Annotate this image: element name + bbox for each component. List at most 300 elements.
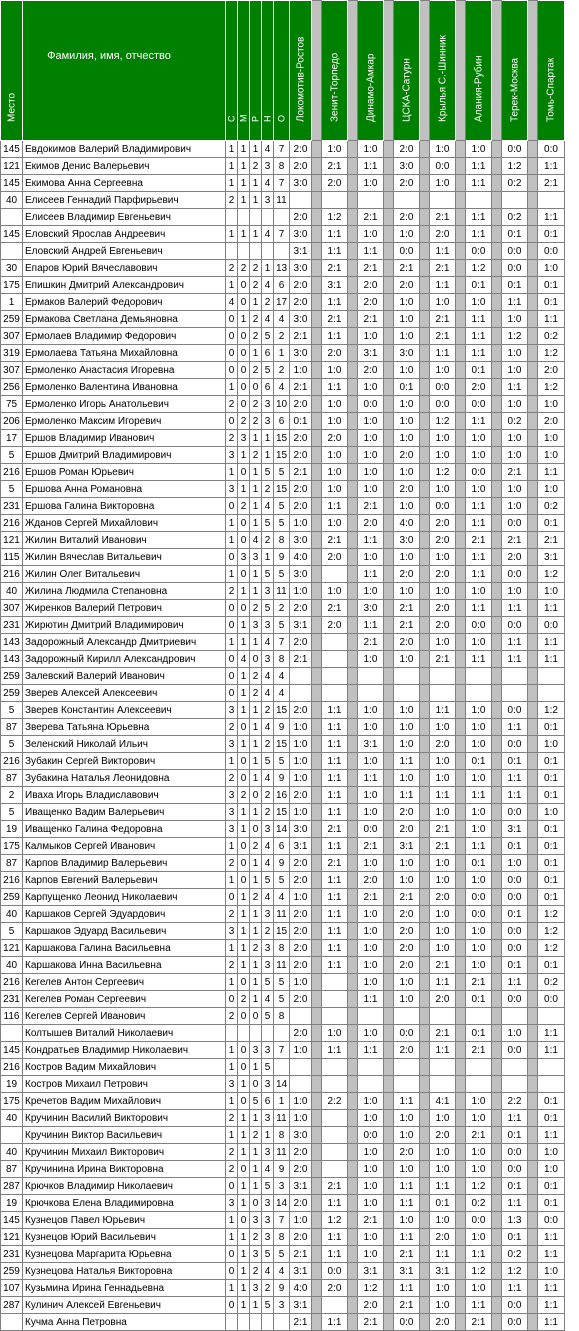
separator-cell bbox=[384, 1314, 394, 1331]
score-cell: 2:0 bbox=[358, 1297, 384, 1314]
stat-cell: 5 bbox=[262, 566, 274, 583]
stat-cell: 1 bbox=[262, 430, 274, 447]
table-row bbox=[1, 838, 565, 855]
score-cell: 2:0 bbox=[322, 617, 348, 634]
separator-cell bbox=[456, 515, 466, 532]
separator-cell bbox=[456, 685, 466, 702]
score-cell: 0:1 bbox=[538, 889, 565, 906]
stat-cell: 0 bbox=[238, 872, 250, 889]
separator-cell bbox=[312, 294, 322, 311]
stat-cell: 8 bbox=[274, 532, 290, 549]
score-cell: 0:1 bbox=[502, 906, 528, 923]
separator-cell bbox=[492, 1042, 502, 1059]
stat-cell: 5 bbox=[274, 617, 290, 634]
score-cell bbox=[322, 1127, 348, 1144]
place-cell: 5 bbox=[1, 481, 23, 498]
score-cell: 1:0 bbox=[358, 855, 384, 872]
separator-cell bbox=[420, 566, 430, 583]
stat-cell: 2 bbox=[238, 991, 250, 1008]
place-cell: 143 bbox=[1, 651, 23, 668]
separator-cell bbox=[312, 1127, 322, 1144]
score-cell bbox=[322, 634, 348, 651]
header-place: Место bbox=[1, 1, 23, 141]
score-cell: 1:0 bbox=[322, 396, 348, 413]
separator-cell bbox=[456, 719, 466, 736]
stat-cell: 2 bbox=[250, 889, 262, 906]
stat-cell: 2 bbox=[226, 430, 238, 447]
separator-cell bbox=[312, 141, 322, 158]
score-cell: 0:0 bbox=[430, 379, 456, 396]
score-cell bbox=[394, 1076, 420, 1093]
name-cell: Зеленский Николай Ильич bbox=[23, 736, 226, 753]
separator-cell bbox=[492, 1212, 502, 1229]
separator-cell bbox=[528, 1161, 538, 1178]
name-cell: Кручинин Михаил Викторович bbox=[23, 1144, 226, 1161]
stat-cell: 9 bbox=[274, 770, 290, 787]
stat-cell: 1 bbox=[238, 1110, 250, 1127]
separator-cell bbox=[456, 1246, 466, 1263]
score-cell: 2:0 bbox=[538, 362, 565, 379]
table-row bbox=[1, 1110, 565, 1127]
score-cell bbox=[394, 1008, 420, 1025]
separator-cell bbox=[348, 1110, 358, 1127]
stat-cell: 2 bbox=[238, 498, 250, 515]
stat-cell: 9 bbox=[274, 1161, 290, 1178]
score-cell: 0:1 bbox=[538, 1178, 565, 1195]
score-cell: 2:1 bbox=[322, 260, 348, 277]
score-cell: 2:0 bbox=[290, 1195, 312, 1212]
place-cell bbox=[1, 1127, 23, 1144]
separator-cell bbox=[528, 1110, 538, 1127]
separator-cell bbox=[420, 1195, 430, 1212]
score-cell: 3:0 bbox=[358, 600, 384, 617]
separator-cell bbox=[312, 192, 322, 209]
separator-cell bbox=[384, 1008, 394, 1025]
stat-cell: 0 bbox=[238, 328, 250, 345]
place-cell: 307 bbox=[1, 362, 23, 379]
score-cell: 1:0 bbox=[290, 719, 312, 736]
stat-cell bbox=[274, 1059, 290, 1076]
stat-cell: 4 bbox=[262, 719, 274, 736]
separator-cell bbox=[456, 1127, 466, 1144]
separator-cell bbox=[384, 1076, 394, 1093]
separator-cell bbox=[456, 566, 466, 583]
stat-cell bbox=[238, 243, 250, 260]
score-cell: 1:3 bbox=[502, 1212, 528, 1229]
stat-cell: 1 bbox=[226, 379, 238, 396]
separator-cell bbox=[312, 617, 322, 634]
score-cell: 1:1 bbox=[322, 1042, 348, 1059]
place-cell: 121 bbox=[1, 1229, 23, 1246]
separator-cell bbox=[348, 940, 358, 957]
separator-cell bbox=[348, 277, 358, 294]
separator-cell bbox=[528, 685, 538, 702]
score-cell: 1:1 bbox=[358, 991, 384, 1008]
score-cell bbox=[322, 1144, 348, 1161]
score-cell: 1:1 bbox=[430, 974, 456, 991]
score-cell: 0:1 bbox=[538, 821, 565, 838]
separator-cell bbox=[384, 1093, 394, 1110]
separator-cell bbox=[384, 821, 394, 838]
score-cell: 1:0 bbox=[358, 1110, 384, 1127]
separator-cell bbox=[492, 294, 502, 311]
separator-cell bbox=[312, 600, 322, 617]
stat-cell bbox=[274, 209, 290, 226]
score-cell bbox=[538, 192, 565, 209]
place-cell bbox=[1, 1314, 23, 1331]
score-cell: 1:0 bbox=[394, 991, 420, 1008]
separator-cell bbox=[348, 1127, 358, 1144]
score-cell: 3:0 bbox=[394, 532, 420, 549]
stat-cell: 3 bbox=[226, 736, 238, 753]
stat-cell: 7 bbox=[274, 1212, 290, 1229]
score-cell: 1:0 bbox=[290, 753, 312, 770]
stat-cell: 7 bbox=[274, 634, 290, 651]
stat-cell: 0 bbox=[238, 1008, 250, 1025]
stat-cell: 1 bbox=[238, 957, 250, 974]
separator-cell bbox=[528, 906, 538, 923]
stat-cell: 0 bbox=[238, 379, 250, 396]
separator-cell bbox=[312, 1042, 322, 1059]
separator-cell bbox=[312, 787, 322, 804]
separator-cell bbox=[312, 1178, 322, 1195]
separator-cell bbox=[492, 1195, 502, 1212]
score-cell: 1:1 bbox=[322, 770, 348, 787]
score-cell: 1:0 bbox=[466, 430, 492, 447]
score-cell: 1:0 bbox=[466, 1110, 492, 1127]
separator-cell bbox=[456, 974, 466, 991]
name-cell: Еловский Ярослав Андреевич bbox=[23, 226, 226, 243]
name-cell: Ермоленко Валентина Ивановна bbox=[23, 379, 226, 396]
table-row bbox=[1, 481, 565, 498]
separator-cell bbox=[348, 566, 358, 583]
score-cell: 2:1 bbox=[322, 600, 348, 617]
stat-cell: 1 bbox=[238, 906, 250, 923]
separator-cell bbox=[384, 362, 394, 379]
score-cell: 2:0 bbox=[290, 396, 312, 413]
score-cell bbox=[290, 192, 312, 209]
score-cell: 1:1 bbox=[538, 1246, 565, 1263]
separator-cell bbox=[492, 804, 502, 821]
separator-cell bbox=[420, 549, 430, 566]
score-cell: 0:1 bbox=[538, 787, 565, 804]
score-cell: 1:1 bbox=[466, 413, 492, 430]
stat-cell: 1 bbox=[250, 192, 262, 209]
score-cell: 0:0 bbox=[502, 617, 528, 634]
name-cell: Жирютин Дмитрий Владимирович bbox=[23, 617, 226, 634]
stat-cell: 4 bbox=[262, 311, 274, 328]
separator-cell bbox=[420, 311, 430, 328]
separator-cell bbox=[384, 651, 394, 668]
separator-cell bbox=[492, 1161, 502, 1178]
stat-cell: 3 bbox=[262, 1110, 274, 1127]
separator-cell bbox=[456, 192, 466, 209]
separator-cell bbox=[384, 889, 394, 906]
separator-cell bbox=[312, 226, 322, 243]
stat-cell: 3 bbox=[262, 583, 274, 600]
separator-cell bbox=[312, 362, 322, 379]
score-cell: 1:1 bbox=[322, 957, 348, 974]
score-cell: 1:0 bbox=[466, 583, 492, 600]
score-cell: 0:1 bbox=[502, 753, 528, 770]
score-cell bbox=[430, 685, 456, 702]
place-cell: 40 bbox=[1, 906, 23, 923]
score-cell: 2:0 bbox=[290, 498, 312, 515]
stat-cell: 5 bbox=[274, 464, 290, 481]
score-cell: 1:0 bbox=[538, 260, 565, 277]
stat-cell: 5 bbox=[262, 328, 274, 345]
separator-cell bbox=[456, 1059, 466, 1076]
separator-cell bbox=[384, 1178, 394, 1195]
separator-cell bbox=[492, 770, 502, 787]
stat-cell: 1 bbox=[250, 702, 262, 719]
score-cell: 1:0 bbox=[394, 1161, 420, 1178]
header-separator bbox=[528, 1, 538, 141]
separator-cell bbox=[312, 1059, 322, 1076]
separator-cell bbox=[348, 413, 358, 430]
stat-cell: 0 bbox=[238, 294, 250, 311]
separator-cell bbox=[348, 889, 358, 906]
place-cell bbox=[1, 1025, 23, 1042]
stat-cell: 1 bbox=[250, 974, 262, 991]
stat-cell: 1 bbox=[250, 515, 262, 532]
separator-cell bbox=[492, 1280, 502, 1297]
stat-cell: 1 bbox=[238, 192, 250, 209]
name-cell: Ермаков Валерий Федорович bbox=[23, 294, 226, 311]
separator-cell bbox=[384, 617, 394, 634]
score-cell: 1:0 bbox=[430, 1110, 456, 1127]
separator-cell bbox=[456, 1212, 466, 1229]
stat-cell bbox=[274, 1314, 290, 1331]
stat-cell: 2 bbox=[238, 787, 250, 804]
name-cell: Калмыков Сергей Иванович bbox=[23, 838, 226, 855]
stat-cell: 3 bbox=[262, 1144, 274, 1161]
header-separator bbox=[384, 1, 394, 141]
score-cell: 1:0 bbox=[430, 1212, 456, 1229]
score-cell: 1:1 bbox=[322, 379, 348, 396]
score-cell bbox=[502, 192, 528, 209]
stat-cell: 4 bbox=[262, 1161, 274, 1178]
separator-cell bbox=[384, 855, 394, 872]
score-cell bbox=[358, 192, 384, 209]
place-cell: 231 bbox=[1, 991, 23, 1008]
score-cell: 2:1 bbox=[538, 175, 565, 192]
stat-cell: 4 bbox=[274, 311, 290, 328]
score-cell: 0:2 bbox=[502, 209, 528, 226]
separator-cell bbox=[384, 141, 394, 158]
separator-cell bbox=[348, 345, 358, 362]
table-row bbox=[1, 1025, 565, 1042]
score-cell: 0:0 bbox=[502, 1161, 528, 1178]
stat-cell: 15 bbox=[274, 447, 290, 464]
stat-cell: 3 bbox=[250, 549, 262, 566]
separator-cell bbox=[348, 838, 358, 855]
score-cell: 2:0 bbox=[394, 566, 420, 583]
stat-cell: 15 bbox=[274, 481, 290, 498]
stat-cell: 5 bbox=[274, 753, 290, 770]
stat-cell: 2 bbox=[250, 158, 262, 175]
name-cell: Жилин Олег Витальевич bbox=[23, 566, 226, 583]
score-cell: 1:0 bbox=[502, 481, 528, 498]
separator-cell bbox=[420, 617, 430, 634]
place-cell: 216 bbox=[1, 974, 23, 991]
table-row bbox=[1, 515, 565, 532]
separator-cell bbox=[420, 787, 430, 804]
stat-cell: 8 bbox=[274, 158, 290, 175]
score-cell: 2:0 bbox=[430, 889, 456, 906]
score-cell: 1:1 bbox=[322, 1246, 348, 1263]
score-cell: 1:1 bbox=[322, 1314, 348, 1331]
score-cell bbox=[322, 685, 348, 702]
stat-cell: 3 bbox=[250, 1280, 262, 1297]
separator-cell bbox=[348, 294, 358, 311]
separator-cell bbox=[528, 838, 538, 855]
separator-cell bbox=[456, 889, 466, 906]
stat-cell: 2 bbox=[262, 702, 274, 719]
stat-cell: 1 bbox=[250, 957, 262, 974]
separator-cell bbox=[348, 481, 358, 498]
score-cell: 1:0 bbox=[502, 345, 528, 362]
stat-cell: 1 bbox=[226, 1059, 238, 1076]
score-cell: 2:1 bbox=[358, 209, 384, 226]
stat-cell: 1 bbox=[238, 804, 250, 821]
stat-cell: 1 bbox=[262, 1127, 274, 1144]
separator-cell bbox=[492, 1144, 502, 1161]
name-cell: Каршакова Галина Васильевна bbox=[23, 940, 226, 957]
place-cell: 17 bbox=[1, 430, 23, 447]
score-cell: 2:1 bbox=[466, 1042, 492, 1059]
header-stat: Р bbox=[250, 1, 262, 141]
header-match: Крылья С.-Шинник bbox=[430, 1, 456, 141]
score-cell: 2:1 bbox=[502, 532, 528, 549]
stat-cell: 0 bbox=[250, 1195, 262, 1212]
separator-cell bbox=[348, 1008, 358, 1025]
score-cell: 3:1 bbox=[290, 243, 312, 260]
score-cell: 2:1 bbox=[322, 532, 348, 549]
score-cell bbox=[466, 192, 492, 209]
score-cell: 3:0 bbox=[290, 226, 312, 243]
score-cell: 1:0 bbox=[538, 447, 565, 464]
stat-cell: 2 bbox=[250, 362, 262, 379]
separator-cell bbox=[456, 379, 466, 396]
name-cell: Жилина Людмила Степановна bbox=[23, 583, 226, 600]
name-cell: Екимов Денис Валерьевич bbox=[23, 158, 226, 175]
score-cell: 1:0 bbox=[358, 464, 384, 481]
separator-cell bbox=[384, 566, 394, 583]
score-cell: 1:0 bbox=[358, 1093, 384, 1110]
stat-cell: 0 bbox=[250, 379, 262, 396]
stat-cell: 4 bbox=[238, 651, 250, 668]
name-cell: Зверева Татьяна Юрьевна bbox=[23, 719, 226, 736]
stat-cell: 1 bbox=[226, 753, 238, 770]
score-cell: 2:0 bbox=[502, 549, 528, 566]
score-cell: 2:0 bbox=[430, 532, 456, 549]
separator-cell bbox=[312, 719, 322, 736]
separator-cell bbox=[528, 447, 538, 464]
score-cell: 2:0 bbox=[358, 362, 384, 379]
header-stat: Н bbox=[262, 1, 274, 141]
table-row bbox=[1, 141, 565, 158]
score-cell: 1:0 bbox=[358, 1195, 384, 1212]
score-cell: 1:1 bbox=[538, 1042, 565, 1059]
place-cell bbox=[1, 209, 23, 226]
separator-cell bbox=[420, 430, 430, 447]
score-cell: 1:0 bbox=[394, 362, 420, 379]
score-cell: 1:0 bbox=[394, 1212, 420, 1229]
score-cell: 2:0 bbox=[358, 515, 384, 532]
separator-cell bbox=[420, 889, 430, 906]
stat-cell: 2 bbox=[250, 328, 262, 345]
score-cell: 2:0 bbox=[290, 481, 312, 498]
stat-cell: 3 bbox=[262, 1195, 274, 1212]
score-cell: 1:1 bbox=[430, 1042, 456, 1059]
score-cell bbox=[394, 668, 420, 685]
stat-cell: 2 bbox=[226, 260, 238, 277]
stat-cell: 2 bbox=[250, 940, 262, 957]
score-cell: 1:0 bbox=[358, 651, 384, 668]
place-cell: 287 bbox=[1, 1178, 23, 1195]
separator-cell bbox=[528, 379, 538, 396]
separator-cell bbox=[348, 974, 358, 991]
score-cell: 1:0 bbox=[322, 583, 348, 600]
stat-cell bbox=[226, 209, 238, 226]
separator-cell bbox=[348, 192, 358, 209]
score-cell: 2:0 bbox=[394, 481, 420, 498]
stat-cell: 2 bbox=[250, 1263, 262, 1280]
stat-cell: 0 bbox=[238, 345, 250, 362]
score-cell: 0:0 bbox=[502, 804, 528, 821]
stat-cell: 4 bbox=[262, 277, 274, 294]
score-cell: 1:0 bbox=[394, 396, 420, 413]
score-cell: 2:1 bbox=[430, 260, 456, 277]
table-row bbox=[1, 600, 565, 617]
stat-cell: 2 bbox=[238, 260, 250, 277]
score-cell: 1:0 bbox=[394, 855, 420, 872]
separator-cell bbox=[420, 1127, 430, 1144]
stat-cell: 1 bbox=[250, 1059, 262, 1076]
place-cell: 121 bbox=[1, 158, 23, 175]
separator-cell bbox=[348, 1144, 358, 1161]
score-cell: 1:0 bbox=[466, 770, 492, 787]
stat-cell: 6 bbox=[262, 379, 274, 396]
name-cell: Каршаков Сергей Эдуардович bbox=[23, 906, 226, 923]
separator-cell bbox=[312, 447, 322, 464]
score-cell: 2:1 bbox=[290, 328, 312, 345]
stat-cell: 0 bbox=[226, 1263, 238, 1280]
table-row bbox=[1, 192, 565, 209]
score-cell: 1:1 bbox=[538, 1025, 565, 1042]
place-cell: 75 bbox=[1, 396, 23, 413]
place-cell: 145 bbox=[1, 141, 23, 158]
score-cell bbox=[290, 1076, 312, 1093]
separator-cell bbox=[492, 158, 502, 175]
separator-cell bbox=[456, 498, 466, 515]
score-cell: 1:1 bbox=[466, 158, 492, 175]
place-cell: 175 bbox=[1, 277, 23, 294]
separator-cell bbox=[312, 651, 322, 668]
separator-cell bbox=[528, 1127, 538, 1144]
table-row bbox=[1, 1212, 565, 1229]
stat-cell: 13 bbox=[274, 260, 290, 277]
score-cell: 1:2 bbox=[538, 702, 565, 719]
separator-cell bbox=[348, 1025, 358, 1042]
score-cell: 0:1 bbox=[466, 855, 492, 872]
score-cell: 0:0 bbox=[538, 243, 565, 260]
score-cell: 1:0 bbox=[358, 804, 384, 821]
score-cell bbox=[502, 685, 528, 702]
separator-cell bbox=[420, 1229, 430, 1246]
table-row bbox=[1, 1263, 565, 1280]
